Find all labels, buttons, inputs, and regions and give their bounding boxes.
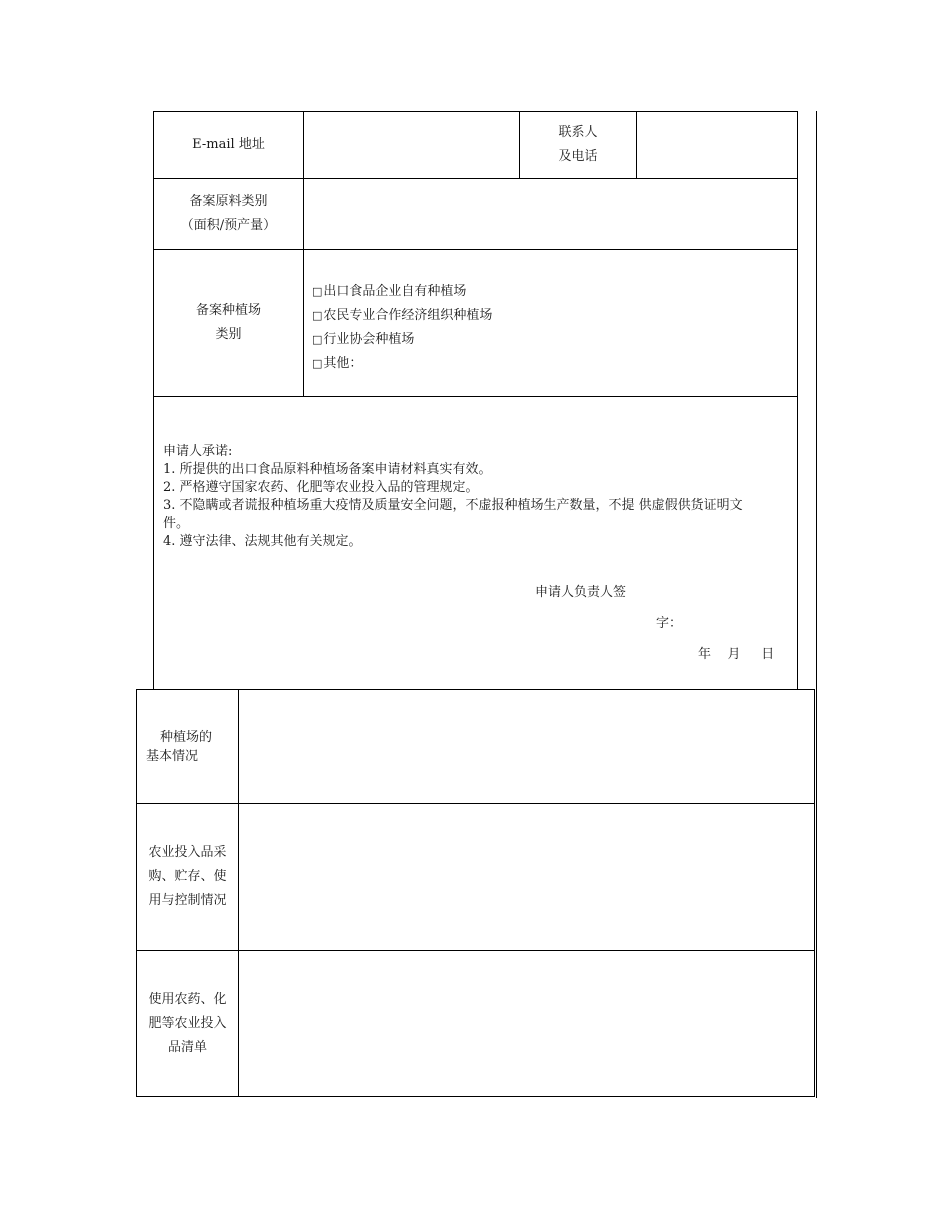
farm-type-options xyxy=(312,280,792,376)
farm-type-label-cell xyxy=(154,250,303,396)
email-label: E-mail 地址 xyxy=(192,137,265,152)
farm-type-label-line1: 备案种植场 xyxy=(195,303,261,318)
signature-label-line1: 申请人负责人签 xyxy=(535,585,627,600)
signature-label-line2: 字： xyxy=(656,616,683,631)
raw-material-label-line2: （面积/预产量） xyxy=(180,218,277,233)
checkbox-icon[interactable]: □ xyxy=(312,309,323,322)
inputs-label-line2: 购、贮存、使 xyxy=(148,869,227,884)
basic-info-label-line2: 基本情况 xyxy=(146,748,199,764)
raw-material-label-cell xyxy=(154,179,303,249)
farm-type-option[interactable]: □行业协会种植场 xyxy=(312,332,415,347)
pledge-item: 件。 xyxy=(163,516,190,531)
farm-type-option[interactable]: □出口食品企业自有种植场 xyxy=(312,284,467,299)
contact-label-line1: 联系人 xyxy=(558,125,598,140)
contact-label-line2: 及电话 xyxy=(558,149,598,164)
applicant-pledge xyxy=(163,443,793,551)
raw-material-value-field[interactable] xyxy=(304,179,797,249)
farm-type-option[interactable]: □农民专业合作经济组织种植场 xyxy=(312,308,493,323)
pledge-item: 1. 所提供的出口食品原料种植场备案申请材料真实有效。 xyxy=(163,462,492,477)
pledge-item: 3. 不隐瞒或者谎报种植场重大疫情及质量安全问题，不虚报种植场生产数量，不提 供虚假供货证明文 xyxy=(163,498,743,513)
contact-label-cell xyxy=(520,112,636,178)
input-list-label-cell xyxy=(137,951,238,1096)
checkbox-icon[interactable]: □ xyxy=(312,333,323,346)
input-list-label-line2: 肥等农业投入 xyxy=(148,1015,227,1031)
inputs-label-line3: 用与控制情况 xyxy=(148,893,227,908)
contact-value-field[interactable] xyxy=(637,112,797,178)
pledge-item: 4. 遵守法律、法规其他有关规定。 xyxy=(163,534,362,549)
input-list-value-field[interactable] xyxy=(239,951,814,1096)
input-list-label-line3: 品清单 xyxy=(167,1039,207,1055)
email-value-field[interactable] xyxy=(304,112,519,178)
inputs-label-cell xyxy=(137,804,238,950)
farm-type-label-line2: 类别 xyxy=(215,327,242,342)
raw-material-label-line1: 备案原料类别 xyxy=(189,194,268,209)
checkbox-icon[interactable]: □ xyxy=(312,357,323,370)
basic-info-label-line1: 种植场的 xyxy=(160,729,213,745)
pledge-title: 申请人承诺: xyxy=(163,444,233,459)
basic-info-label-cell xyxy=(146,690,238,803)
date-line: 年 月 日 xyxy=(698,647,775,662)
inputs-label-line1: 农业投入品采 xyxy=(148,845,227,860)
page-right-edge xyxy=(816,111,817,1098)
pledge-item: 2. 严格遵守国家农药、化肥等农业投入品的管理规定。 xyxy=(163,480,479,495)
email-label-cell xyxy=(154,112,303,178)
farm-type-option[interactable]: □其他： xyxy=(312,356,363,371)
input-list-label-line1: 使用农药、化 xyxy=(148,991,227,1007)
basic-info-value-field[interactable] xyxy=(239,690,814,803)
inputs-value-field[interactable] xyxy=(239,804,814,950)
checkbox-icon[interactable]: □ xyxy=(312,285,323,298)
